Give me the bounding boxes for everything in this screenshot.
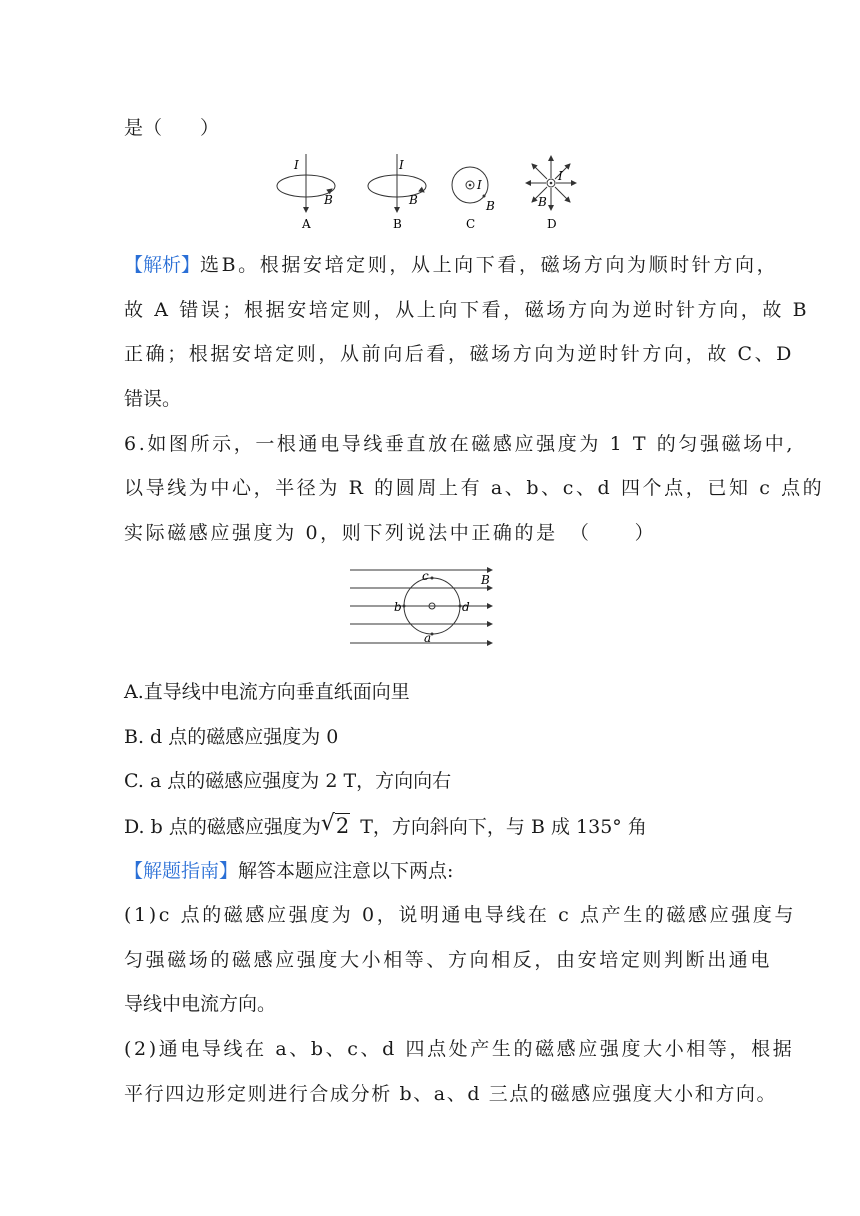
guide-line-2: 匀强磁场的磁感应强度大小相等、方向相反，由安培定则判断出通电: [124, 949, 773, 971]
analysis-tag: 【解析】: [124, 254, 201, 276]
current-label-a: I: [294, 158, 299, 172]
field-label-d: B: [538, 195, 547, 209]
q6-figure: [348, 566, 498, 650]
question-6-line-1: 6.如图所示，一根通电导线垂直放在磁感应强度为 1 T 的匀强磁场中,: [124, 433, 796, 455]
q5-figure: [270, 152, 590, 232]
option-d-pre: D. b 点的磁感应强度为: [124, 816, 321, 838]
option-c-diagram: [452, 167, 495, 231]
guide-line-4: (2)通电导线在 a、b、c、d 四点处产生的磁感应强度大小相等，根据: [124, 1038, 795, 1060]
current-label-c: I: [477, 178, 482, 192]
guide-line-1: (1)c 点的磁感应强度为 0，说明通电导线在 c 点产生的磁感应强度与: [124, 904, 797, 926]
analysis-5-line-2: 故 A 错误；根据安培定则，从上向下看，磁场方向为逆时针方向，故 B: [124, 299, 810, 321]
option-c-label: C: [466, 217, 476, 231]
option-d: [124, 811, 647, 839]
point-b-label: b: [394, 600, 402, 614]
field-label-a: B: [324, 193, 333, 207]
sqrt-symbol: √ 2: [320, 811, 350, 838]
option-a-diagram: [277, 154, 335, 231]
option-b: B. d 点的磁感应强度为 0: [124, 726, 339, 748]
option-b-label: B: [393, 217, 402, 231]
field-label-c: B: [486, 199, 495, 213]
point-c-label: c: [422, 569, 429, 583]
option-c: C. a 点的磁感应强度为 2 T，方向向右: [124, 770, 452, 792]
analysis-5-line-4: 错误。: [124, 388, 182, 410]
guide-tag: 【解题指南】: [124, 860, 239, 882]
current-label-d: I: [558, 169, 563, 183]
option-a: A.直导线中电流方向垂直纸面向里: [124, 681, 410, 703]
option-d-label: D: [547, 217, 557, 231]
guide-intro: 解答本题应注意以下两点:: [238, 860, 454, 882]
option-b-diagram: [368, 154, 426, 231]
current-label-b: I: [399, 158, 404, 172]
field-b-label: B: [481, 573, 490, 587]
point-a-label: a: [424, 631, 432, 645]
option-d-diagram: [526, 156, 576, 231]
option-d-post: T，方向斜向下，与 B 成 135° 角: [354, 816, 647, 838]
question-6-line-2: 以导线为中心，半径为 R 的圆周上有 a、b、c、d 四个点，已知 c 点的: [124, 477, 825, 499]
guide-line-3: 导线中电流方向。: [124, 993, 277, 1015]
point-d-label: d: [462, 600, 470, 614]
question-6-line-3: 实际磁感应强度为 0，则下列说法中正确的是 （ ）: [124, 522, 657, 544]
question-5-tail: 是（ ）: [124, 117, 220, 139]
guide-line: [124, 859, 453, 883]
field-label-b: B: [409, 193, 418, 207]
option-a-label: A: [302, 217, 311, 231]
guide-line-5: 平行四边形定则进行合成分析 b、a、d 三点的磁感应强度大小和方向。: [124, 1083, 778, 1105]
analysis-5-line-3: 正确；根据安培定则，从前向后看，磁场方向为逆时针方向，故 C、D: [124, 343, 795, 365]
analysis-text: 选B。根据安培定则，从上向下看，磁场方向为顺时针方向，: [200, 254, 779, 276]
analysis-5-line-1: [124, 253, 778, 277]
sqrt-radicand: 2: [335, 814, 350, 838]
